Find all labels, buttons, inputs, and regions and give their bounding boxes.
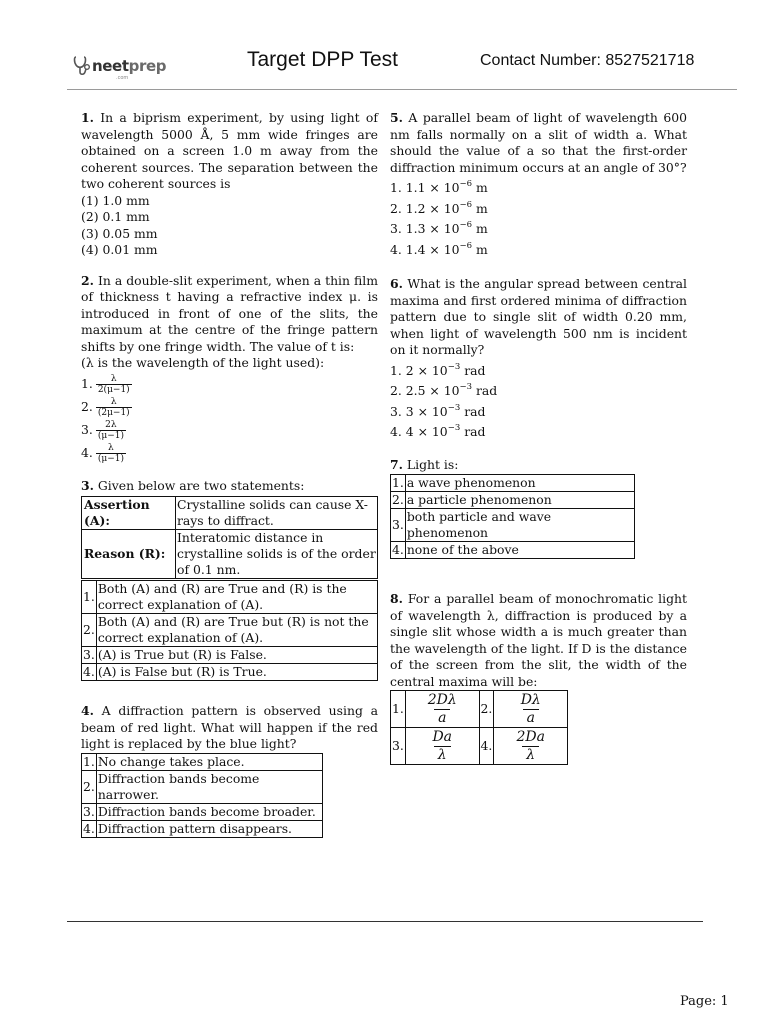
q3-option-1[interactable]: 1. Both (A) and (R) are True and (R) is the correct explanation of (A). <box>82 581 378 614</box>
q7-options-table <box>390 474 635 559</box>
page-header <box>0 0 768 90</box>
q5-text: A parallel beam of light of wavelength 600 nm falls normally on a slit of width a. What should the value of a so that the first-order diffraction minimum occurs at an angle of 30°? <box>390 110 687 175</box>
page-label: Page: <box>680 994 717 1009</box>
q8-options-table <box>390 690 568 765</box>
question-6 <box>390 276 687 441</box>
q5-option-4[interactable]: 4. $1.4 \times 10^{-6}$ m <box>390 240 488 257</box>
q5-option-2[interactable]: 2. $1.2 \times 10^{-6}$ m <box>390 199 488 216</box>
reason-text: Interatomic distance in crystalline solids is of the order of 0.1 nm. <box>177 530 376 577</box>
q1-option-1[interactable]: (1) 1.0 mm <box>81 192 150 208</box>
page-number <box>680 994 729 1011</box>
q2-note: (λ is the wavelength of the light used): <box>81 355 325 370</box>
q4-option-2[interactable]: 2. Diffraction bands become narrower. <box>82 770 323 803</box>
question-4 <box>81 703 378 838</box>
q1-number: 1. <box>81 110 94 125</box>
q2-option-1[interactable]: 1. $\frac{\lambda}{2(\mu-1)}$ <box>81 373 130 395</box>
q8-option-2-label[interactable]: 2. <box>479 691 494 728</box>
q3-option-2[interactable]: 2. Both (A) and (R) are True but (R) is not the correct explanation of (A). <box>82 614 378 647</box>
q8-option-3-label[interactable]: 3. <box>391 728 406 765</box>
q8-option-4[interactable]: $\frac{2Da}{\lambda}$ <box>494 728 568 765</box>
q7-option-4[interactable]: 4. none of the above <box>391 542 635 559</box>
q4-option-3[interactable]: 3. Diffraction bands become broader. <box>82 803 323 820</box>
q2-option-3[interactable]: 3. $\frac{2\lambda}{(\mu-1)}$ <box>81 419 124 441</box>
q4-options-table <box>81 753 323 838</box>
q4-number: 4. <box>81 703 94 718</box>
left-column <box>81 110 378 838</box>
q8-option-4-label[interactable]: 4. <box>479 728 494 765</box>
q6-number: 6. <box>390 276 403 291</box>
q6-option-3[interactable]: 3. $3 \times 10^{-3}$ rad <box>390 402 486 419</box>
q2-option-2[interactable]: 2. $\frac{\lambda}{(2\mu-1)}$ <box>81 396 130 418</box>
question-3 <box>81 478 378 682</box>
q3-number: 3. <box>81 477 94 493</box>
footer-divider <box>67 921 703 922</box>
q8-option-1-label[interactable]: 1. <box>391 691 406 728</box>
q8-text: For a parallel beam of monochromatic light of wavelength λ, diffraction is produced by a single slit whose width a is much greater than the wavelength of the light. If D is the distance of the screen from the slit, the width of the central maxima will be: <box>390 591 687 689</box>
q7-text: Light is: <box>406 456 459 472</box>
question-2 <box>81 273 378 464</box>
q3-options-table <box>81 580 378 681</box>
q8-number: 8. <box>390 591 403 606</box>
q5-option-1[interactable]: 1. $1.1 \times 10^{-6}$ m <box>390 179 488 195</box>
q5-number: 5. <box>390 110 403 125</box>
q2-number: 2. <box>81 272 94 288</box>
page-title: Target DPP Test <box>247 48 398 71</box>
q5-option-3[interactable]: 3. $1.3 \times 10^{-6}$ m <box>390 220 488 236</box>
logo-neet: neet <box>92 56 129 75</box>
neetprep-logo[interactable] <box>72 52 166 80</box>
q6-text: What is the angular spread between central maxima and first ordered minima of diffraction pattern due to single slit of width 0.20 mm, when light of wavelength 500 nm is incident on it normally? <box>390 276 687 357</box>
stethoscope-icon <box>72 54 92 78</box>
q6-option-1[interactable]: 1. $2 \times 10^{-3}$ rad <box>390 361 486 378</box>
q7-option-1[interactable]: 1. a wave phenomenon <box>391 475 635 492</box>
q1-text: In a biprism experiment, by using light of wavelength 5000 Å, 5 mm wide fringes are obtained on a screen 1.0 m away from the coherent sources. The separation between the two coherent sources is <box>81 110 378 191</box>
logo-prep: prep <box>128 56 167 75</box>
logo-subtext: .com <box>116 75 129 81</box>
q1-option-3[interactable]: (3) 0.05 mm <box>81 225 158 241</box>
q1-option-4[interactable]: (4) 0.01 mm <box>81 242 158 257</box>
q7-option-2[interactable]: 2. a particle phenomenon <box>391 492 635 509</box>
q7-number: 7. <box>390 456 403 472</box>
q2-option-4[interactable]: 4. $\frac{\lambda}{(\mu-1)}$ <box>81 442 124 464</box>
q1-option-2[interactable]: (2) 0.1 mm <box>81 209 150 224</box>
q3-text: Given below are two statements: <box>97 477 305 493</box>
header-divider <box>67 89 737 90</box>
q3-statements-table <box>81 496 378 579</box>
question-7 <box>390 457 687 560</box>
question-8 <box>390 591 687 765</box>
contact-number: Contact Number: 8527521718 <box>480 52 695 69</box>
reason-label: Reason (R): <box>82 530 176 579</box>
right-column <box>390 110 687 765</box>
q6-option-2[interactable]: 2. $2.5 \times 10^{-3}$ rad <box>390 382 498 398</box>
q6-option-4[interactable]: 4. $4 \times 10^{-3}$ rad <box>390 423 486 439</box>
assertion-label: Assertion (A): <box>82 497 176 530</box>
q2-text: In a double-slit experiment, when a thin film of thickness t having a refractive index μ. is introduced in front of one of the slits, the maximum at the centre of the fringe pattern shifts by one fringe width. The value of t is: <box>81 272 378 354</box>
question-1 <box>81 110 378 259</box>
question-5 <box>390 110 687 258</box>
q4-option-1[interactable]: 1. No change takes place. <box>82 753 323 770</box>
q3-option-4[interactable]: 4. (A) is False but (R) is True. <box>82 664 378 681</box>
q3-option-3[interactable]: 3. (A) is True but (R) is False. <box>82 647 378 664</box>
q8-option-2[interactable]: $\frac{D\lambda}{a}$ <box>494 691 568 728</box>
assertion-text: Crystalline solids can cause X-rays to diffract. <box>176 497 378 530</box>
q7-option-3[interactable]: 3. both particle and wave phenomenon <box>391 509 635 542</box>
q8-option-3[interactable]: $\frac{Da}{\lambda}$ <box>405 728 479 765</box>
q4-text: A diffraction pattern is observed using a beam of red light. What will happen if the red light is replaced by the blue light? <box>81 703 378 751</box>
q8-option-1[interactable]: $\frac{2D\lambda}{a}$ <box>405 691 479 728</box>
page-number-value: 1 <box>720 994 729 1009</box>
q4-option-4[interactable]: 4. Diffraction pattern disappears. <box>82 820 323 837</box>
